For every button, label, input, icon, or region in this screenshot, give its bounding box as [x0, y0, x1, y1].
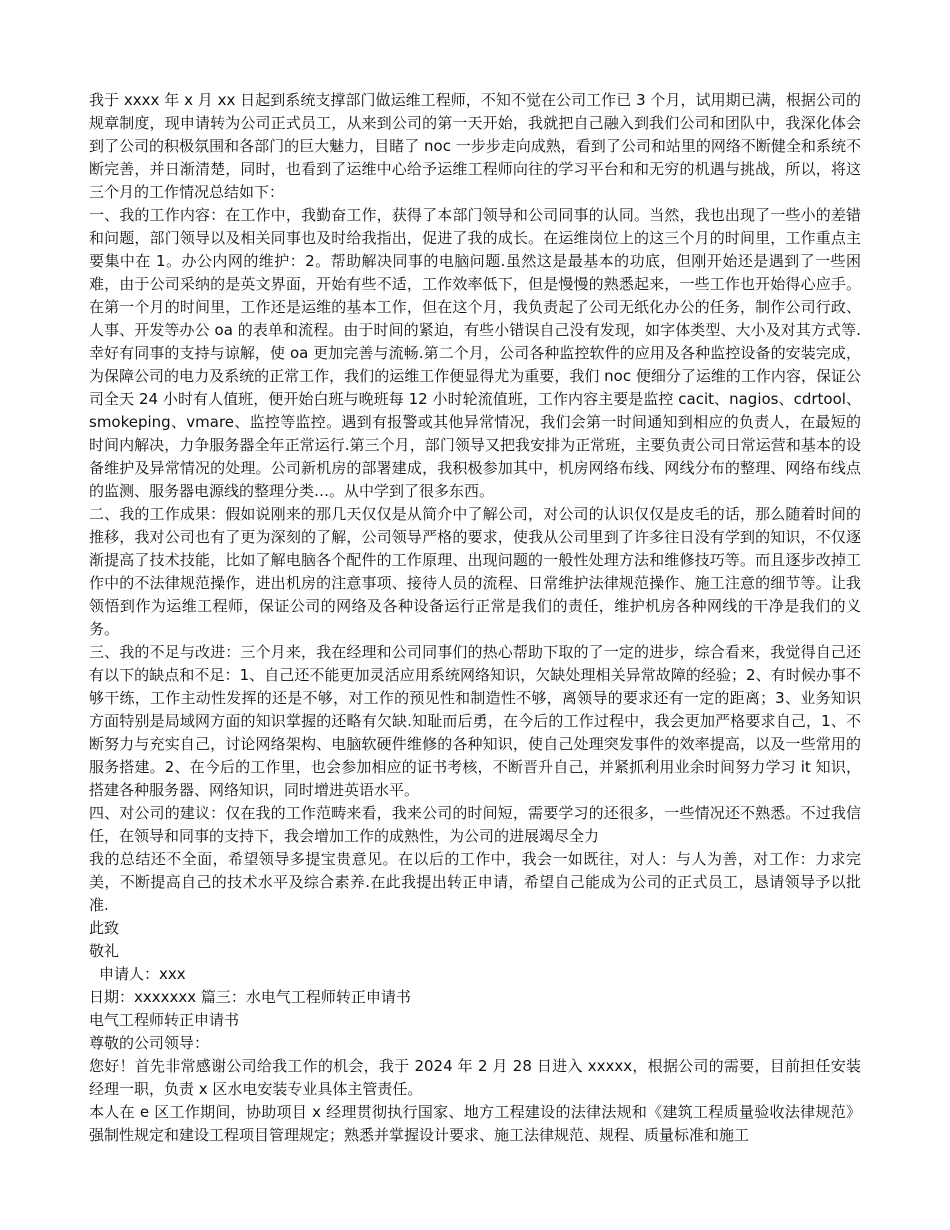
salutation-jingli: 敬礼	[89, 942, 120, 960]
greeting-line: 尊敬的公司领导：	[89, 1034, 210, 1052]
date-line: 日期：xxxxxxx 篇三：水电气工程师转正申请书	[89, 988, 411, 1006]
second-document-title: 电气工程师转正申请书	[89, 1011, 240, 1029]
document-page	[89, 89, 861, 1147]
second-body-paragraph: 本人在 e 区工作期间，协助项目 x 经理贯彻执行国家、地方工程建设的法律法规和《建筑工程质量验收法律规范》强制性规定和建设工程项目管理规定；熟悉并掌握设计要求、施工法律规范、规程、质量标准和施工	[89, 1103, 861, 1144]
salutation-cizhi: 此致	[89, 919, 120, 937]
section-shortcomings: 三、我的不足与改进：三个月来，我在经理和公司同事们的热心帮助下取的了一定的进步，综合看来，我觉得自己还有以下的缺点和不足：1、自己还不能更加灵活应用系统网络知识，欠缺处理相关异常故障的经验；2、有时候办事不够干练，工作主动性发挥的还是不够，对工作的预见性和制造性不够，离领导的要求还有一定的距离；3、业务知识方面特别是局域网方面的知识掌握的还略有欠缺.知耻而后勇，在今后的工作过程中，我会更加严格要求自己，1、不断努力与充实自己，讨论网络架构、电脑软硬件维修的各种知识，使自己处理突发事件的效率提高，以及一些常用的服务搭建。2、在今后的工作里，也会参加相应的证书考核，不断晋升自己，并紧抓利用业余时间努力学习 it 知识，搭建各种服务器、网络知识，同时增进英语水平。	[89, 643, 861, 799]
closing-paragraph: 我的总结还不全面，希望领导多提宝贵意见。在以后的工作中，我会一如既往，对人：与人为善，对工作：力求完美，不断提高自己的技术水平及综合素养.在此我提出转正申请，希望自己能成为公司的正式员工，恳请领导予以批准.	[89, 850, 861, 914]
section-suggestions: 四、对公司的建议：仅在我的工作范畴来看，我来公司的时间短，需要学习的还很多，一些情况还不熟悉。不过我信任，在领导和同事的支持下，我会增加工作的成熟性，为公司的进展竭尽全力	[89, 804, 861, 845]
section-work-results: 二、我的工作成果：假如说刚来的那几天仅仅是从简介中了解公司，对公司的认识仅仅是皮毛的话，那么随着时间的推移，我对公司也有了更为深刻的了解，公司领导严格的要求，使我从公司里到了许多往日没有学到的知识，不仅逐渐提高了技术技能，比如了解电脑各个配件的工作原理、出现问题的一般性处理方法和维修技巧等。而且逐步改掉工作中的不法律规范操作，进出机房的注意事项、接待人员的流程、日常维护法律规范操作、施工注意的细节等。让我领悟到作为运维工程师，保证公司的网络及各种设备运行正常是我们的责任，维护机房各种网线的干净是我们的义务。	[89, 505, 861, 638]
intro-paragraph: 我于 xxxx 年 x 月 xx 日起到系统支撑部门做运维工程师，不知不觉在公司工作已 3 个月，试用期已满，根据公司的规章制度，现申请转为公司正式员工，从来到公司的第一天开始，我就把自己融入到我们公司和团队中，我深化体会到了公司的积极氛围和各部门的巨大魅力，目睹了 noc 一步步走向成熟，看到了公司和站里的网络不断健全和系统不断完善，并日渐清楚，同时，也看到了运维中心给予运维工程师向往的学习平台和和无穷的机遇与挑战，所以，将这三个月的工作情况总结如下：	[89, 91, 861, 201]
applicant-line: 申请人：xxx	[99, 965, 186, 983]
second-intro-paragraph: 您好！首先非常感谢公司给我工作的机会，我于 2024 年 2 月 28 日进入 xxxxx，根据公司的需要，目前担任安装经理一职，负责 x 区水电安装专业具体主管责任。	[89, 1057, 861, 1098]
section-work-content: 一、我的工作内容：在工作中，我勤奋工作，获得了本部门领导和公司同事的认同。当然，我也出现了一些小的差错和问题，部门领导以及相关同事也及时给我指出，促进了我的成长。在运维岗位上的这三个月的时间里，工作重点主要集中在 1。办公内网的维护：2。帮助解决同事的电脑问题.虽然这是最基本的功底，但刚开始还是遇到了一些困难，由于公司采纳的是英文界面，开始有些不适，工作效率低下，但是慢慢的熟悉起来，一些工作也开始得心应手。在第一个月的时间里，工作还是运维的基本工作，但在这个月，我负责起了公司无纸化办公的任务，制作公司行政、人事、开发等办公 oa 的表单和流程。由于时间的紧迫，有些小错误自己没有发现，如字体类型、大小及对其方式等.幸好有同事的支持与谅解，使 oa 更加完善与流畅.第二个月，公司各种监控软件的应用及各种监控设备的安装完成，为保障公司的电力及系统的正常工作，我们的运维工作便显得尤为重要，我们 noc 便细分了运维的工作内容，保证公司全天 24 小时有人值班，便开始白班与晚班每 12 小时轮流值班，工作内容主要是监控 cacit、nagios、cdrtool、smokeping、vmare、监控等监控。遇到有报警或其他异常情况，我们会第一时间通知到相应的负责人，在最短的时间内解决，力争服务器全年正常运行.第三个月，部门领导又把我安排为正常班，主要负责公司日常运营和基本的设备维护及异常情况的处理。公司新机房的部署建成，我积极参加其中，机房网络布线、网线分布的整理、网络布线点的监测、服务器电源线的整理分类…。从中学到了很多东西。	[89, 206, 861, 500]
